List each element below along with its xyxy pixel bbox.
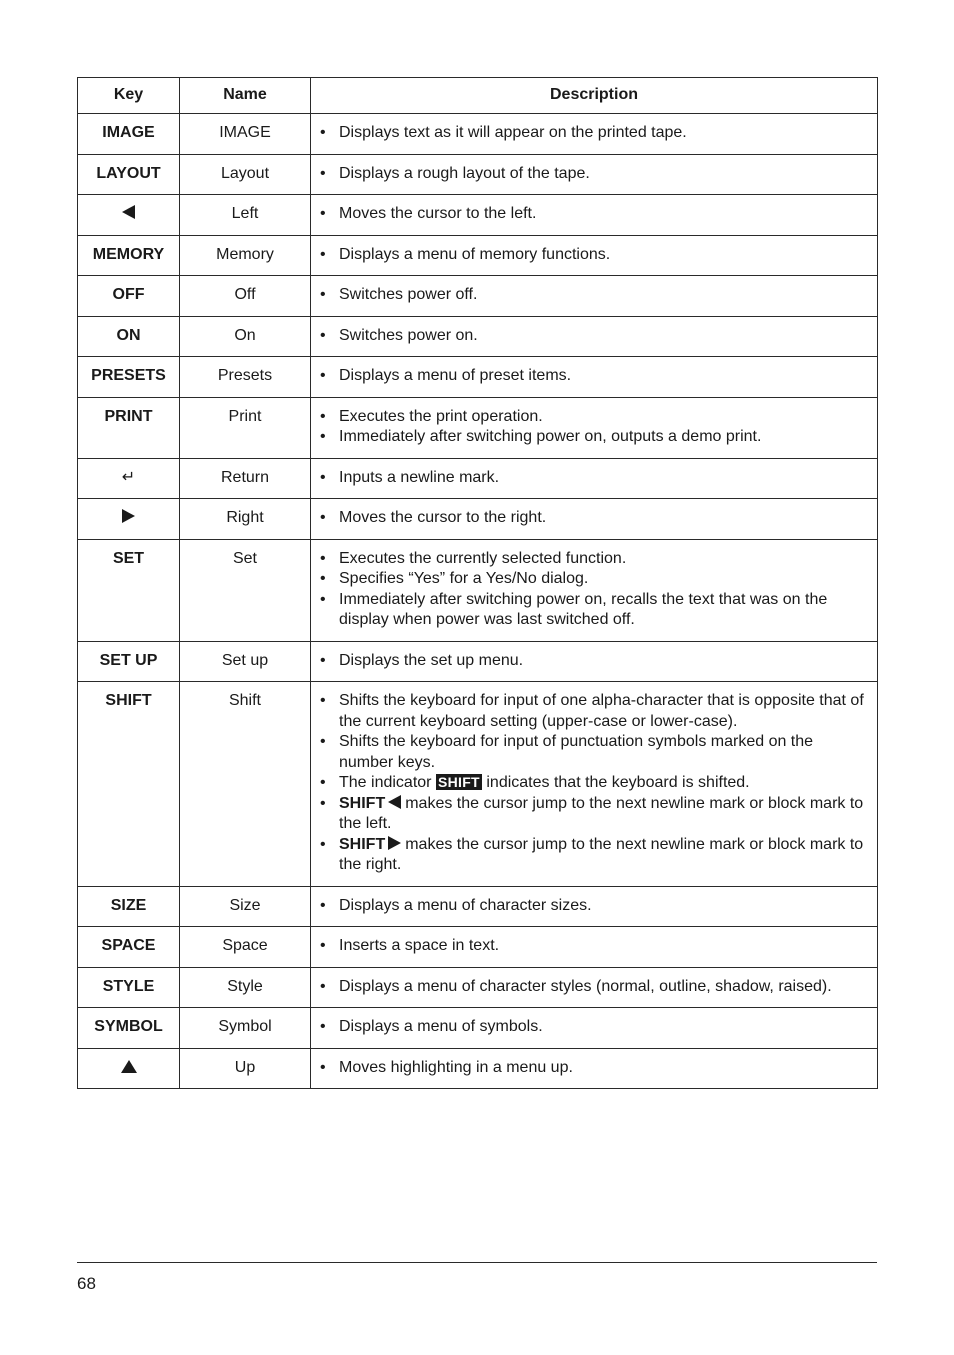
- key-label: MEMORY: [78, 235, 180, 276]
- description-item: • Moves the cursor to the right.: [320, 508, 869, 529]
- key-name: Set up: [180, 641, 311, 682]
- key-label: PRINT: [78, 397, 180, 458]
- key-name: Right: [180, 499, 311, 540]
- key-name: Set: [180, 539, 311, 641]
- key-name: On: [180, 316, 311, 357]
- description-item: • Inserts a space in text.: [320, 936, 869, 957]
- table-row: [78, 1048, 878, 1089]
- table-row: [78, 397, 878, 458]
- table-row: [78, 967, 878, 1008]
- key-description: [311, 1008, 878, 1049]
- key-name: Size: [180, 886, 311, 927]
- description-item: • Displays a menu of character sizes.: [320, 896, 869, 917]
- key-label: SIZE: [78, 886, 180, 927]
- key-description: [311, 458, 878, 499]
- key-label: OFF: [78, 276, 180, 317]
- key-label: LAYOUT: [78, 154, 180, 195]
- key-label: SYMBOL: [78, 1008, 180, 1049]
- key-description: [311, 641, 878, 682]
- key-description: [311, 1048, 878, 1089]
- key-description: [311, 276, 878, 317]
- shift-indicator-badge: SHIFT: [437, 774, 480, 790]
- description-item: [320, 794, 869, 835]
- header-key: Key: [78, 78, 180, 114]
- description-item: • Switches power on.: [320, 326, 869, 347]
- table-row: [78, 114, 878, 155]
- key-name: IMAGE: [180, 114, 311, 155]
- table-row: [78, 458, 878, 499]
- description-item: • Immediately after switching power on, outputs a demo print.: [320, 427, 869, 448]
- right-triangle-icon: [388, 836, 401, 850]
- table-row: [78, 539, 878, 641]
- table-row: [78, 641, 878, 682]
- description-item: • Switches power off.: [320, 285, 869, 306]
- table-row: [78, 927, 878, 968]
- key-label: [78, 195, 180, 236]
- key-label: SET UP: [78, 641, 180, 682]
- description-item: • Displays a menu of memory functions.: [320, 245, 869, 266]
- combo-key-label: SHIFT: [339, 835, 386, 853]
- description-item: • Moves highlighting in a menu up.: [320, 1058, 869, 1079]
- table-row: [78, 316, 878, 357]
- left-triangle-icon: [388, 795, 401, 809]
- key-description: [311, 539, 878, 641]
- key-label: STYLE: [78, 967, 180, 1008]
- description-item: • Displays a rough layout of the tape.: [320, 164, 869, 185]
- key-label: IMAGE: [78, 114, 180, 155]
- table-row: [78, 276, 878, 317]
- key-description: [311, 235, 878, 276]
- key-label: [78, 499, 180, 540]
- key-description: [311, 499, 878, 540]
- description-item: [320, 835, 869, 876]
- indicator-text-before: The indicator: [339, 774, 432, 791]
- left-triangle-icon: [122, 205, 135, 219]
- table-row: [78, 499, 878, 540]
- key-name: Return: [180, 458, 311, 499]
- key-label: SHIFT: [78, 682, 180, 887]
- table-row: [78, 1008, 878, 1049]
- description-item: • Executes the print operation.: [320, 407, 869, 428]
- description-item: • Inputs a newline mark.: [320, 468, 869, 489]
- key-description: [311, 397, 878, 458]
- key-label: SET: [78, 539, 180, 641]
- key-description: [311, 682, 878, 887]
- key-description: [311, 114, 878, 155]
- footer-divider: [77, 1262, 877, 1263]
- description-item: • Shifts the keyboard for input of punctuation symbols marked on the number keys.: [320, 732, 869, 773]
- key-name: Space: [180, 927, 311, 968]
- key-name: Presets: [180, 357, 311, 398]
- description-item: [320, 773, 869, 794]
- table-row: [78, 886, 878, 927]
- key-name: Shift: [180, 682, 311, 887]
- key-description: [311, 154, 878, 195]
- header-name: Name: [180, 78, 311, 114]
- key-label: ON: [78, 316, 180, 357]
- key-name: Print: [180, 397, 311, 458]
- indicator-text-after: indicates that the keyboard is shifted.: [486, 774, 750, 791]
- key-label: [78, 1048, 180, 1089]
- key-name: Layout: [180, 154, 311, 195]
- up-triangle-icon: [121, 1060, 137, 1073]
- table-row: [78, 154, 878, 195]
- right-triangle-icon: [122, 509, 135, 523]
- key-name: Left: [180, 195, 311, 236]
- key-label: SPACE: [78, 927, 180, 968]
- description-item: • Moves the cursor to the left.: [320, 204, 869, 225]
- key-description: [311, 357, 878, 398]
- key-reference-table: [77, 77, 878, 1089]
- key-description: [311, 195, 878, 236]
- key-name: Memory: [180, 235, 311, 276]
- key-label: [78, 458, 180, 499]
- key-name: Style: [180, 967, 311, 1008]
- combo-text: makes the cursor jump to the next newline mark or block mark to the right.: [339, 835, 864, 873]
- key-description: [311, 927, 878, 968]
- key-description: [311, 886, 878, 927]
- description-item: • Displays the set up menu.: [320, 651, 869, 672]
- description-item: • Displays a menu of preset items.: [320, 366, 869, 387]
- table-row: [78, 682, 878, 887]
- key-name: Symbol: [180, 1008, 311, 1049]
- table-row: [78, 235, 878, 276]
- description-item: • Immediately after switching power on, recalls the text that was on the display when power was last switched off.: [320, 590, 869, 631]
- description-item: • Displays text as it will appear on the printed tape.: [320, 123, 869, 144]
- key-description: [311, 316, 878, 357]
- key-description: [311, 967, 878, 1008]
- return-arrow-icon: ↵: [121, 468, 136, 486]
- description-item: • Executes the currently selected function.: [320, 549, 869, 570]
- description-item: • Displays a menu of symbols.: [320, 1017, 869, 1038]
- table-row: [78, 357, 878, 398]
- table-row: [78, 195, 878, 236]
- header-description: Description: [311, 78, 878, 114]
- combo-text: makes the cursor jump to the next newline mark or block mark to the left.: [339, 794, 864, 832]
- key-name: Up: [180, 1048, 311, 1089]
- key-name: Off: [180, 276, 311, 317]
- description-item: • Shifts the keyboard for input of one alpha-character that is opposite that of the current keyboard setting (upper-case or lower-case).: [320, 691, 869, 732]
- combo-key-label: SHIFT: [339, 794, 386, 812]
- description-item: • Displays a menu of character styles (normal, outline, shadow, raised).: [320, 977, 869, 998]
- description-item: • Specifies “Yes” for a Yes/No dialog.: [320, 569, 869, 590]
- key-label: PRESETS: [78, 357, 180, 398]
- table-header-row: [78, 78, 878, 114]
- page-number: 68: [77, 1274, 96, 1293]
